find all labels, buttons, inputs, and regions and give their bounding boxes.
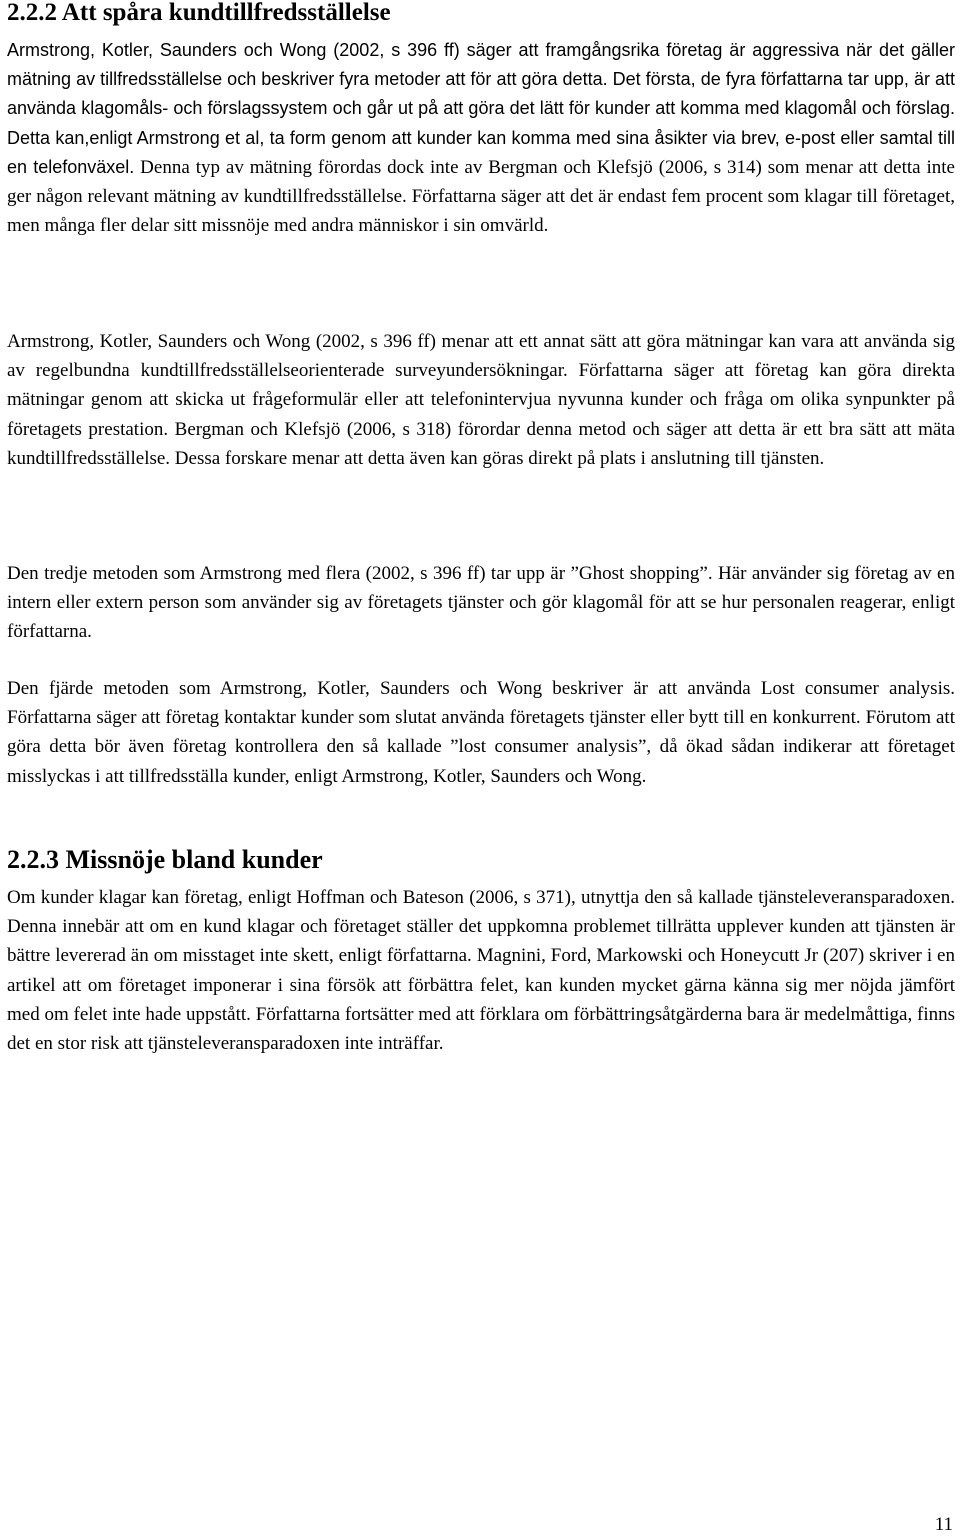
section-heading: 2.2.2 Att spåra kundtillfredsställelse xyxy=(7,0,391,26)
paragraph-text-sans: Armstrong, Kotler, Saunders och Wong (2002, s 396 ff) säger att framgångsrika företag är aggressiva när det gäller mätning av tillfredsställelse och beskriver fyra metoder att för att göra detta. Det första, de fyra författarna tar upp, är att använda klagomåls- och förslagssystem och går ut på att göra det lätt för kunder att komma med klagomål och förslag. Detta kan,enligt Armstrong et al, ta form genom att kunder kan komma med sina åsikter via brev, e-post eller samtal till en telefonväxel. xyxy=(7,40,955,177)
paragraph-ghost-shopping: Den tredje metoden som Armstrong med flera (2002, s 396 ff) tar upp är ”Ghost shopping”. Här använder sig företag av en intern eller extern person som använder sig av företagets tjänster och gör klagomål för att se hur personalen reagerar, enligt författarna. xyxy=(7,563,955,643)
page-number: 11 xyxy=(934,1514,953,1535)
paragraph-text-serif: Denna typ av mätning förordas dock inte av Bergman och Klefsjö (2006, s 314) som menar att detta inte ger någon relevant mätning av kundtillfredsställelse. Författarna säger att det är endast fem procent som klagar till företaget, men många fler delar sitt missnöje med andra människor i sin omvärld. xyxy=(7,156,955,237)
paragraph-lost-consumer-analysis: Den fjärde metoden som Armstrong, Kotler, Saunders och Wong beskriver är att använda Lost consumer analysis. Författarna säger att företag kontaktar kunder som slutat använda företagets tjänster eller bytt till en konkurrent. Förutom att göra detta bör även företag kontrollera den så kallade ”lost consumer analysis”, då ökad sådan indikerar att företaget misslyckas i att tillfredsställa kunder, enligt Armstrong, Kotler, Saunders och Wong. xyxy=(7,678,955,787)
paragraph-service-paradox: Om kunder klagar kan företag, enligt Hoffman och Bateson (2006, s 371), utnyttja den så kallade tjänsteleveransparadoxen. Denna innebär att om en kund klagar och företaget ställer det uppkomna problemet tillrätta upplever kunden att tjänsten är bättre levererad än om misstaget inte skett, enligt författarna. Magnini, Ford, Markowski och Honeycutt Jr (207) skriver i en artikel att om företaget imponerar i sina försök att förbättra felet, kan kunden mycket gärna känna sig mer nöjda jämfört med om felet inte hade uppstått. Författarna fortsätter med att förklara om förbättringsåtgärderna bara är medelmåttiga, finns det en stor risk att tjänsteleveransparadoxen inte inträffar. xyxy=(7,887,955,1055)
paragraph-surveys: Armstrong, Kotler, Saunders och Wong (2002, s 396 ff) menar att ett annat sätt att göra mätningar kan vara att använda sig av regelbundna kundtillfredsställelseorienterade surveyundersökningar. Författarna säger att företag kan göra direkta mätningar genom att skicka ut frågeformulär eller att telefonintervjua nyvunna kunder och fråga om olika synpunkter på företagets prestation. Bergman och Klefsjö (2006, s 318) förordar denna metod och säger att detta är ett bra sätt att mäta kundtillfredsställelse. Dessa forskare menar att detta även kan göras direkt på plats i anslutning till tjänsten. xyxy=(7,331,955,469)
section-heading: 2.2.3 Missnöje bland kunder xyxy=(7,845,323,874)
paragraph-complaint-systems xyxy=(7,36,955,240)
